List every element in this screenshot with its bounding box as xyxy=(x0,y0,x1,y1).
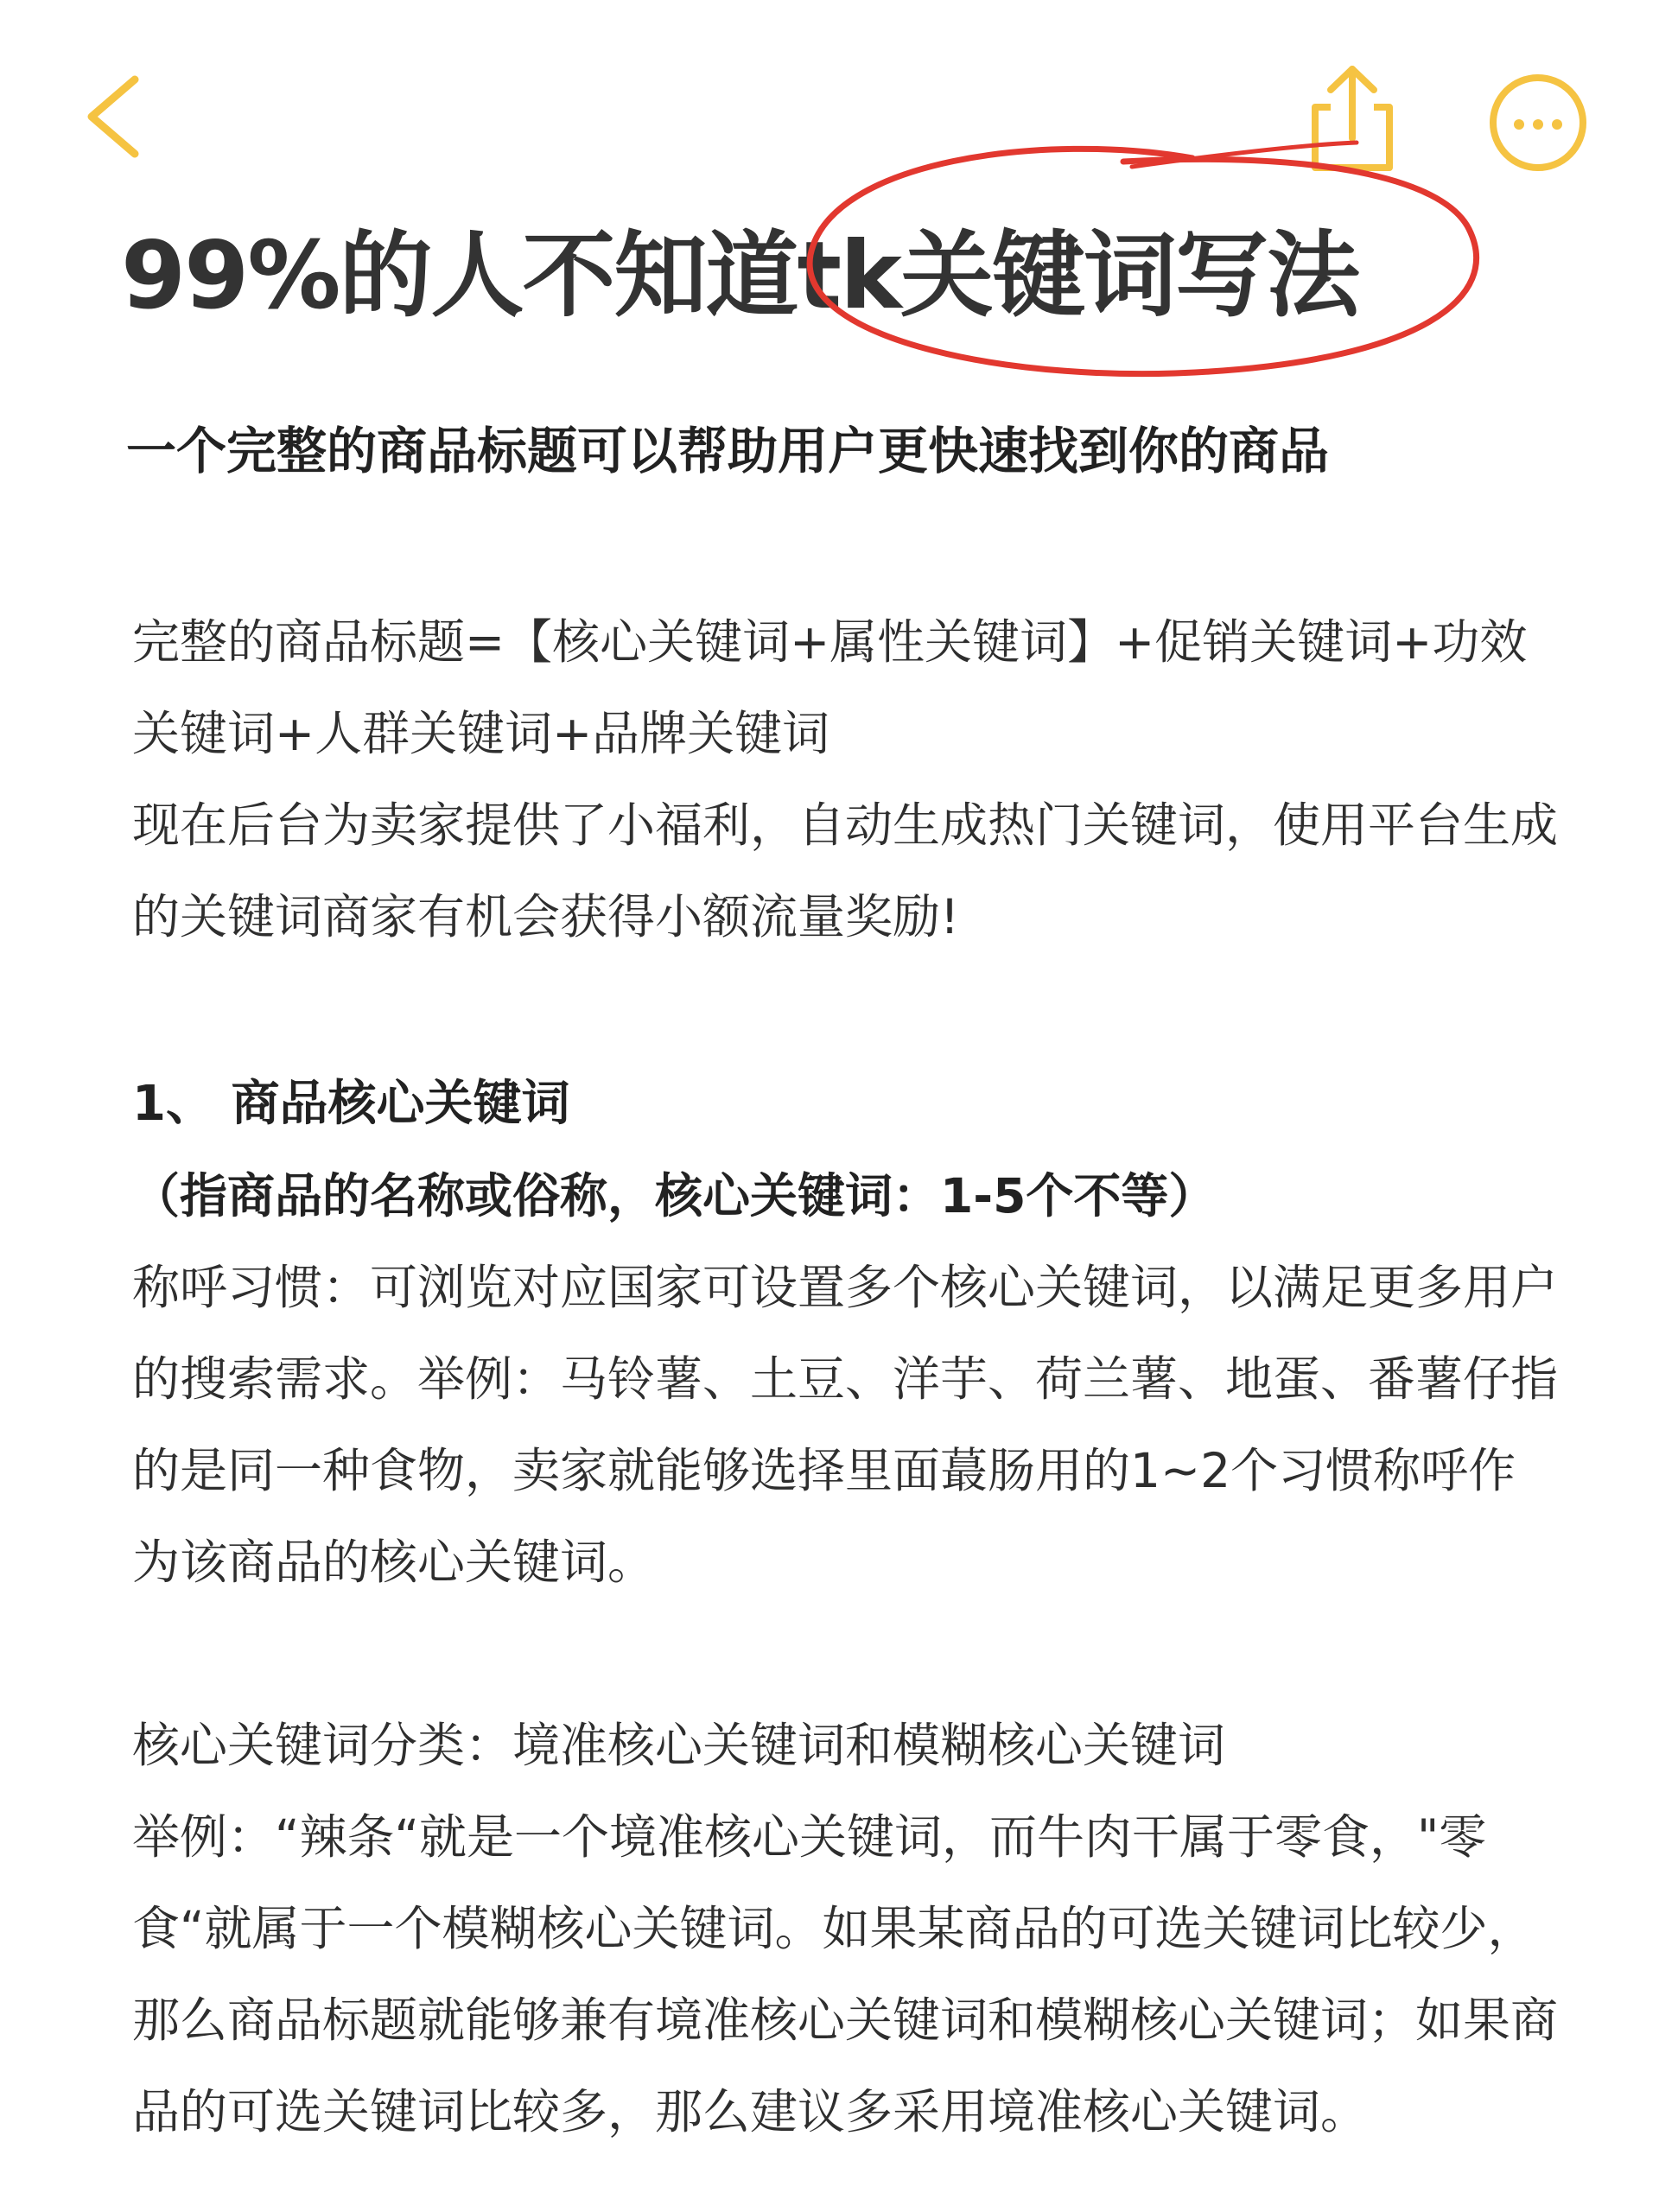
share-icon[interactable] xyxy=(1305,62,1400,175)
highlighted-subtitle: 一个完整的商品标题可以帮助用户更快速找到你的商品 xyxy=(121,415,1334,487)
page-title: 99%的人不知道tk关键词写法 xyxy=(121,222,1358,330)
note-paragraph: 现在后台为卖家提供了小福利，自动生成热门关键词，使用平台生成的关键词商家有机会获得小额流量奖励! xyxy=(132,798,1559,944)
section-body-paragraph: 称呼习惯：可浏览对应国家可设置多个核心关键词，以满足更多用户的搜索需求。举例：马铃薯、土豆、洋芋、荷兰薯、地蛋、番薯仔指的是同一种食物，卖家就能够选择里面蕞肠用的1~2个习惯称呼作为该商品的核心关键词。 xyxy=(132,1260,1559,1590)
title-area xyxy=(121,199,1590,354)
example-paragraph: 举例：“辣条“就是一个境准核心关键词，而牛肉干属于零食，"零食“就属于一个模糊核心关键词。如果某商品的可选关键词比较少，那么商品标题就能够兼有境准核心关键词和模糊核心关键词；如果商品的可选关键词比较多，那么建议多采用境准核心关键词。 xyxy=(132,1809,1559,2139)
more-icon[interactable] xyxy=(1486,71,1590,175)
article-body xyxy=(132,596,1558,2158)
category-paragraph: 核心关键词分类：境准核心关键词和模糊核心关键词 xyxy=(132,1718,1226,1773)
top-bar xyxy=(0,0,1659,199)
subtitle-area xyxy=(121,415,1590,501)
chevron-left-icon[interactable] xyxy=(76,69,154,164)
spacer xyxy=(132,1608,1558,1700)
section-heading: 1、 商品核心关键词 xyxy=(132,1058,582,1150)
section-1-heading-row xyxy=(132,1058,1558,1150)
spacer xyxy=(132,963,1558,1058)
formula-paragraph: 完整的商品标题=【核心关键词+属性关键词】+促销关键词+功效关键词+人群关键词+品牌关键词 xyxy=(132,614,1528,761)
section-subheading: （指商品的名称或俗称，核心关键词：1-5个不等） xyxy=(132,1168,1217,1224)
